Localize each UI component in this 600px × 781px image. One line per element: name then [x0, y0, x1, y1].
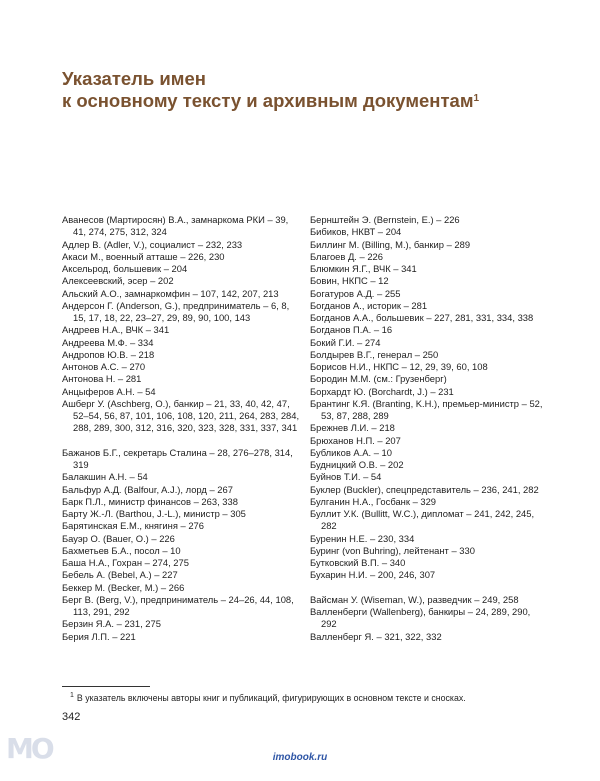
index-entry: Благоев Д. – 226: [310, 250, 383, 262]
index-entry: Андреев Н.А., ВЧК – 341: [62, 324, 170, 336]
index-entry: Бородин М.М. (см.: Грузенберг): [310, 373, 447, 385]
index-entry: Блюмкин Я.Г., ВЧК – 341: [310, 263, 417, 274]
index-entry: Богданов А., историк – 281: [310, 299, 428, 311]
footnote-divider: [62, 686, 150, 687]
index-entry: Бальфур А.Д. (Balfour, A.J.), лорд – 267: [62, 483, 233, 495]
index-entry: Борисов Н.И., НКПС – 12, 29, 39, 60, 108: [310, 361, 488, 372]
index-entry: Альский А.О., замнаркомфин – 107, 142, 207, 213: [62, 287, 279, 299]
index-entry: Богданов П.А. – 16: [310, 324, 393, 336]
index-entry: Андерсон Г. (Anderson, G.), предприниматель – 6, 8, 15, 17, 18, 22, 23–27, 29, 89, 90, 100, 143: [62, 299, 290, 323]
index-entry: Андропов Ю.В. – 218: [62, 348, 155, 360]
index-entry: Аксельрод, большевик – 204: [62, 263, 188, 274]
index-entry: Буйнов Т.И. – 54: [310, 471, 382, 483]
title-line-2-text: к основному тексту и архивным документам: [62, 90, 474, 111]
footnote-text: В указатель включены авторы книг и публикаций, фигурирующих в основном тексте и сносках.: [76, 692, 466, 703]
index-column-right: [310, 214, 548, 643]
index-entry: Анцыферов А.Н. – 54: [62, 385, 156, 397]
index-entry: Антонова Н. – 281: [62, 373, 142, 385]
index-entry: Валленберги (Wallenberg), банкиры – 24, 289, 290, 292: [310, 606, 531, 630]
index-entry: Болдырев В.Г., генерал – 250: [310, 348, 439, 360]
index-entry: Баша Н.А., Гохран – 274, 275: [62, 557, 189, 568]
title-line-2: [62, 90, 582, 112]
page-title: [62, 68, 582, 112]
index-entry: Брежнев Л.И. – 218: [310, 422, 395, 434]
index-entry: Бернштейн Э. (Bernstein, E.) – 226: [310, 214, 460, 225]
index-entry: Бебель А. (Bebel, A.) – 227: [62, 569, 178, 581]
index-entry: Буллит У.К. (Bullitt, W.C.), дипломат – 241, 242, 245, 282: [310, 508, 535, 532]
index-entry: Адлер В. (Adler, V.), социалист – 232, 233: [62, 238, 243, 250]
index-entry: Барятинская Е.М., княгиня – 276: [62, 520, 204, 532]
index-entry: Акаси М., военный атташе – 226, 230: [62, 250, 225, 262]
index-entry: Бокий Г.И. – 274: [310, 336, 381, 348]
index-entry: Бахметьев Б.А., посол – 10: [62, 544, 181, 556]
index-entry: Берзин Я.А. – 231, 275: [62, 618, 161, 630]
index-entry: Буринг (von Buhring), лейтенант – 330: [310, 544, 475, 556]
index-column-left: [62, 214, 300, 643]
index-entry: Вайсман У. (Wiseman, W.), разведчик – 249, 258: [310, 593, 519, 605]
page-number: 342: [62, 711, 81, 723]
index-entry: Буклер (Buckler), спецпредставитель – 236, 241, 282: [310, 483, 539, 495]
index-entry: Брюханов Н.П. – 207: [310, 434, 401, 446]
index-entry: Биллинг М. (Billing, M.), банкир – 289: [310, 238, 471, 250]
index-entry: Аванесов (Мартиросян) В.А., замнаркома РКИ – 39, 41, 274, 275, 312, 324: [62, 214, 289, 238]
index-entry: Ашберг У. (Aschberg, O.), банкир – 21, 33, 40, 42, 47, 52–54, 56, 87, 101, 106, 108, 120, 211, 264, 283, 284, 288, 289, 300, 312, 316, 320, 323, 328, 331, 337, 341: [62, 397, 300, 434]
index-entry: Бутковский В.П. – 340: [310, 557, 406, 568]
site-link[interactable]: imobook.ru: [272, 752, 328, 763]
index-entry: Балакшин А.Н. – 54: [62, 471, 148, 483]
footnote-mark: 1: [70, 692, 74, 699]
index-entry: Барту Ж.-Л. (Barthou, J.-L.), министр – 305: [62, 508, 246, 519]
index-entry: Берг В. (Berg, V.), предприниматель – 24–26, 44, 108, 113, 291, 292: [62, 593, 294, 617]
index-entry: Богатуров А.Д. – 255: [310, 287, 401, 299]
index-entry: Брантинг К.Я. (Branting, K.H.), премьер-министр – 52, 53, 87, 288, 289: [310, 397, 543, 421]
title-footnote-mark: 1: [473, 93, 480, 104]
index-entry: Богданов А.А., большевик – 227, 281, 331, 334, 338: [310, 312, 534, 323]
publisher-logo-watermark: MO: [6, 732, 52, 765]
title-line-1: Указатель имен: [62, 68, 206, 89]
index-entry: Буренин Н.Е. – 230, 334: [310, 532, 415, 544]
index-entry: Бухарин Н.И. – 200, 246, 307: [310, 569, 436, 581]
index-entry: Булганин Н.А., Госбанк – 329: [310, 495, 437, 507]
index-entry: Антонов А.С. – 270: [62, 361, 146, 372]
index-entry: Борхардт Ю. (Borchardt, J.) – 231: [310, 385, 454, 397]
index-entry: Бубликов А.А. – 10: [310, 446, 392, 458]
index-entry: Валленберг Я. – 321, 322, 332: [310, 630, 442, 642]
index-section-gap: [310, 582, 548, 594]
footnote: [70, 690, 540, 704]
index-entry: Беккер М. (Becker, M.) – 266: [62, 581, 185, 593]
index-entry: Бовин, НКПС – 12: [310, 275, 389, 287]
index-entry: Бибиков, НКВТ – 204: [310, 226, 402, 238]
index-entry: Андреева М.Ф. – 334: [62, 336, 154, 348]
index-entry: Барк П.Л., министр финансов – 263, 338: [62, 495, 238, 507]
index-section-gap: [62, 435, 300, 447]
index-entry: Берия Л.П. – 221: [62, 630, 136, 642]
index-entry: Бауэр О. (Bauer, O.) – 226: [62, 532, 175, 544]
index-entry: Алексеевский, эсер – 202: [62, 275, 174, 287]
index-entry: Будницкий О.В. – 202: [310, 459, 404, 470]
index-entry: Бажанов Б.Г., секретарь Сталина – 28, 276–278, 314, 319: [62, 446, 293, 470]
